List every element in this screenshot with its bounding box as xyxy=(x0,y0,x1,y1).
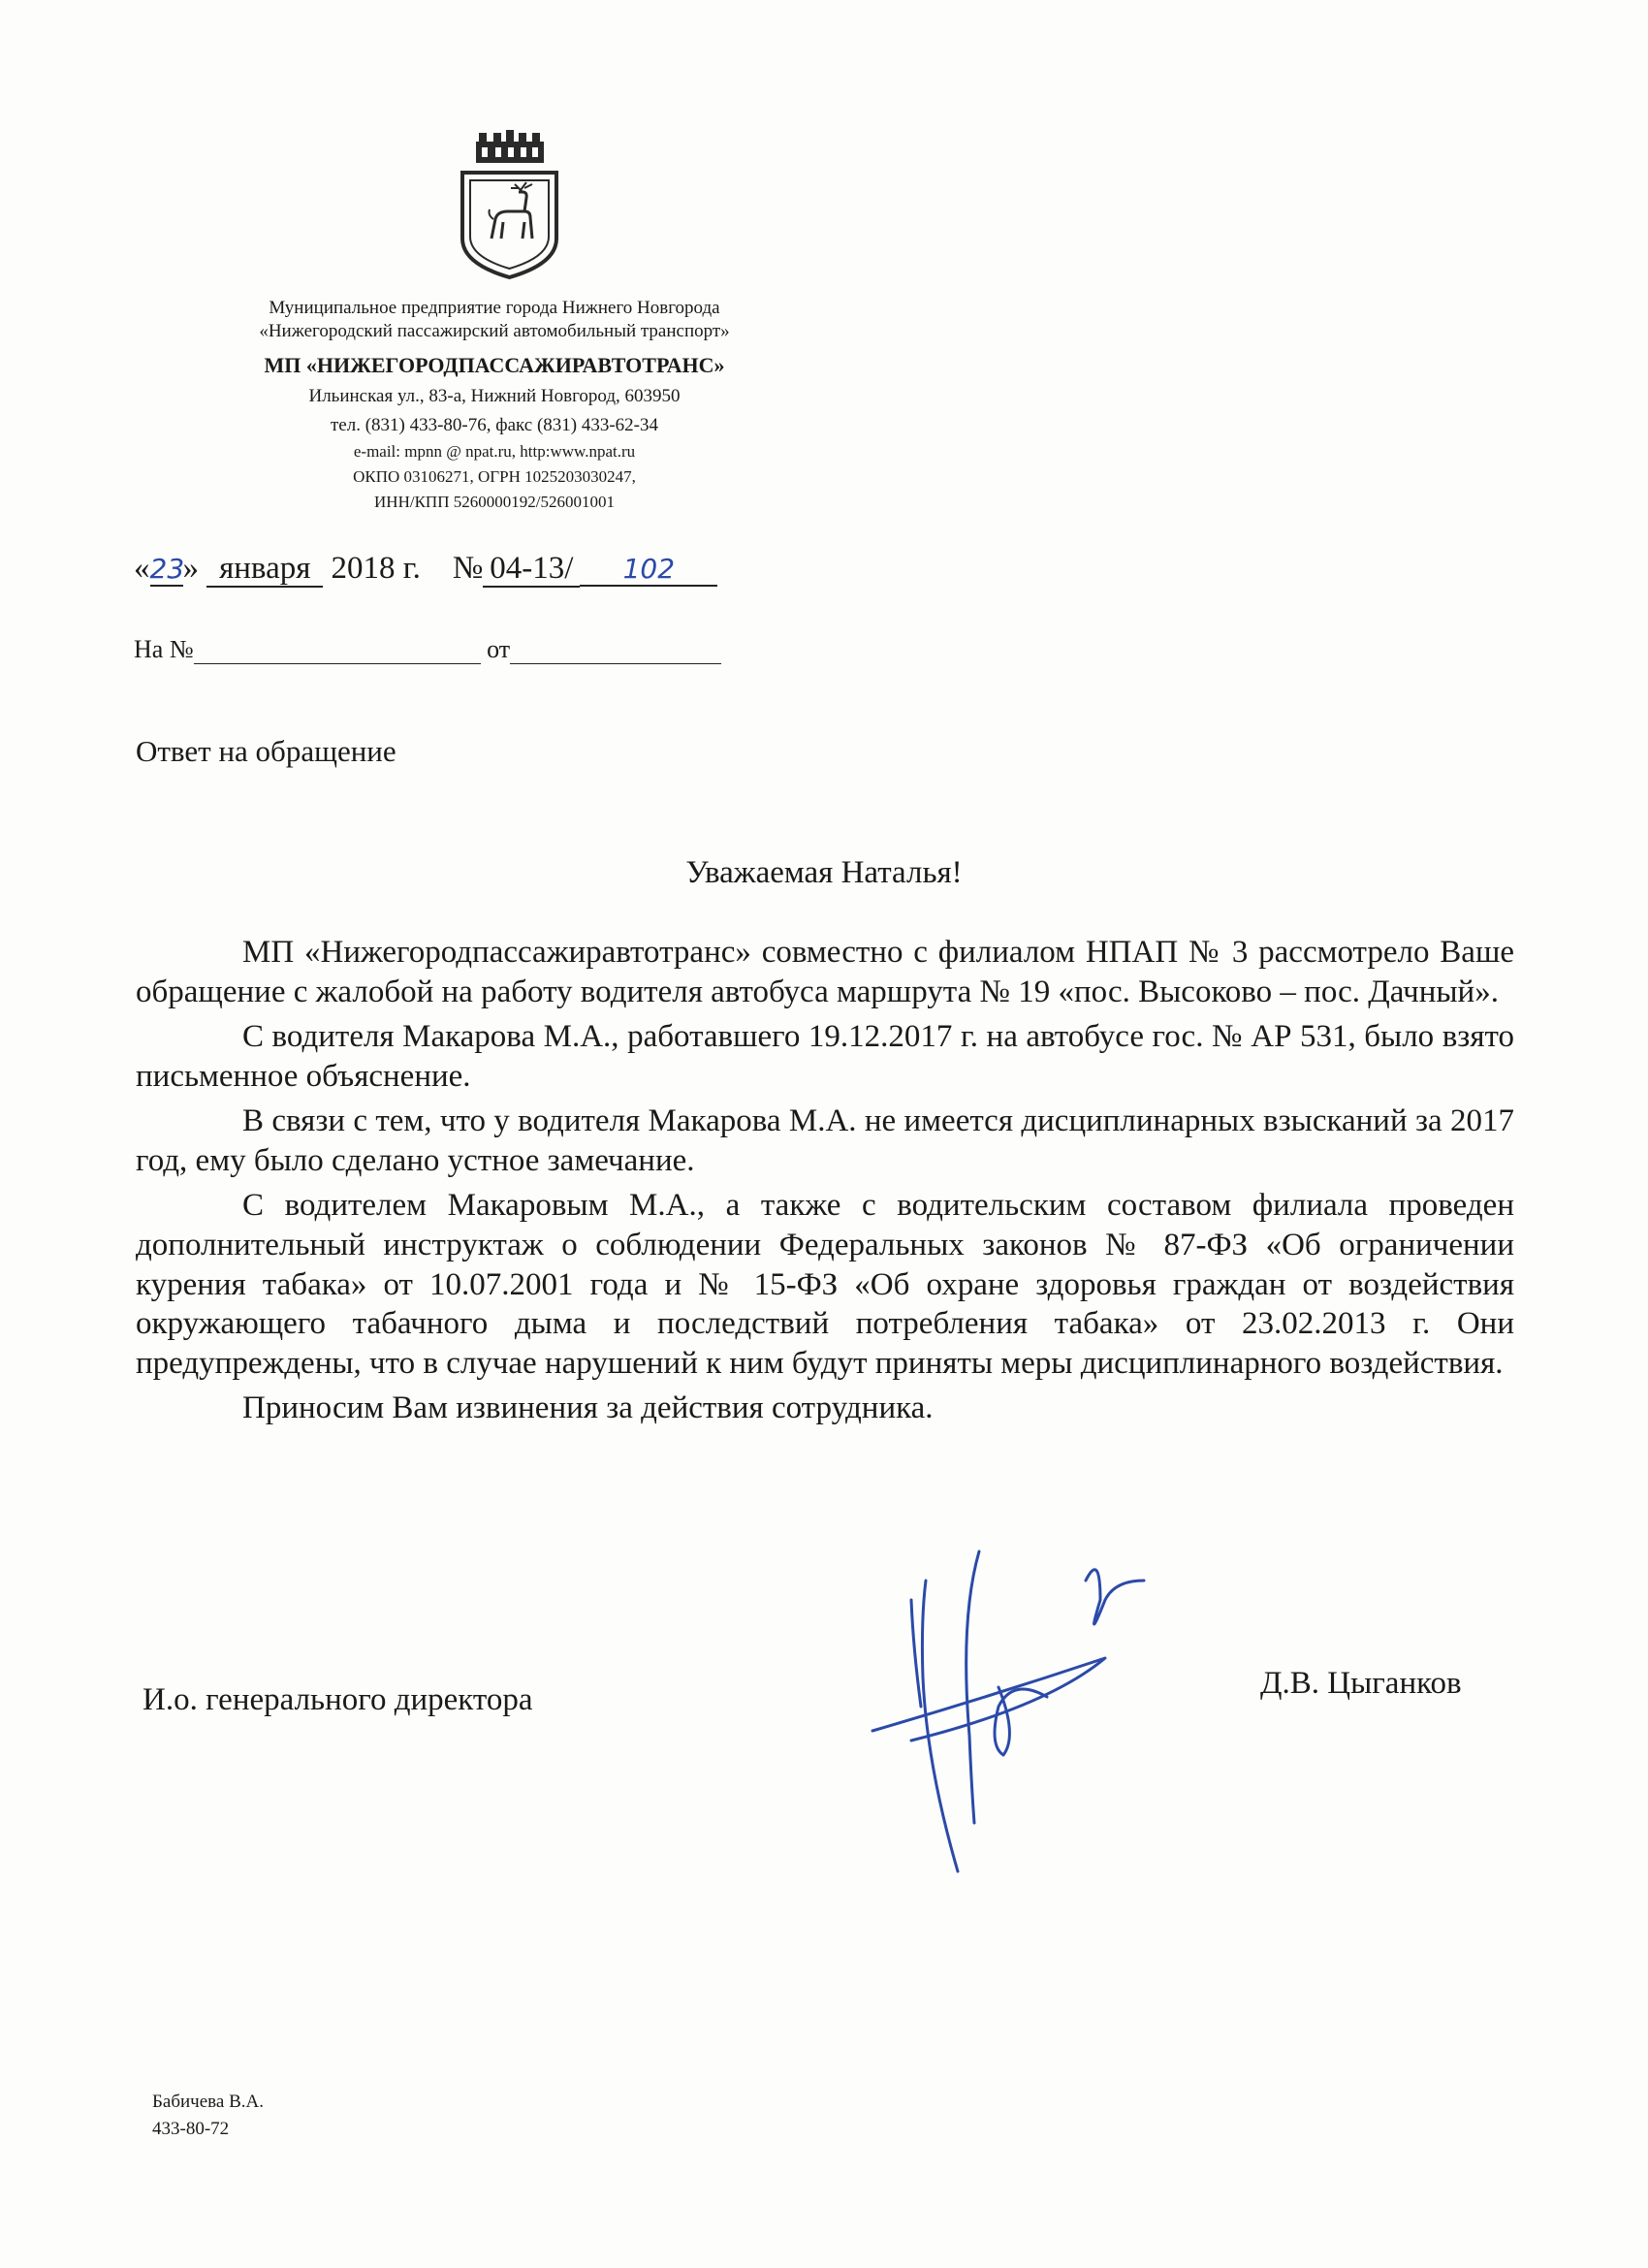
date-day: 23 xyxy=(149,553,185,585)
ref-label: На № xyxy=(134,635,194,663)
signer-title: И.о. генерального директора xyxy=(143,1682,533,1717)
signer-name: Д.В. Цыганков xyxy=(1260,1666,1462,1701)
handwritten-signature xyxy=(853,1542,1163,1881)
coat-of-arms-icon xyxy=(455,130,564,281)
org-okpo: ОКПО 03106271, ОГРН 1025203030247, xyxy=(353,467,636,487)
body-paragraph: В связи с тем, что у водителя Макарова М.А. не имеется дисциплинарных взысканий за 2017 год, ему было сделано устное замечание. xyxy=(136,1103,1514,1178)
body-paragraph: МП «Нижегородпассажиравтотранс» совместно с филиалом НПАП № 3 рассмотрело Ваше обращение с жалобой на работу водителя автобуса маршрута № 19 «пос. Высоково – пос. Дачный». xyxy=(136,935,1514,1009)
org-inn: ИНН/КПП 5260000192/526001001 xyxy=(374,492,615,511)
letterhead xyxy=(174,297,814,513)
number-handwritten: 102 xyxy=(580,555,717,587)
org-full-name-line2: «Нижегородский пассажирский автомобильный транспорт» xyxy=(259,321,730,342)
letter-body xyxy=(136,933,1514,1434)
reference-line xyxy=(134,635,721,664)
org-short-name: МП «НИЖЕГОРОДПАССАЖИРАВТОТРАНС» xyxy=(264,352,725,377)
date-year: 2018 г. xyxy=(331,551,421,586)
org-address: Ильинская ул., 83-а, Нижний Новгород, 603950 xyxy=(308,385,681,406)
executor-phone: 433-80-72 xyxy=(152,2118,230,2139)
body-paragraph: С водителем Макаровым М.А., а также с водительским составом филиала проведен дополнительный инструктаж о соблюдении Федеральных законов № 87-ФЗ «Об ограничении курения табака» от 10.07.2001 года и № 15-ФЗ «Об охране здоровья граждан от воздействия окружающего табачного дыма и последствий потребления табака» от 23.02.2013 г. Они предупреждены, что в случае нарушений к ним будут приняты меры дисциплинарного воздействия. xyxy=(136,1188,1514,1381)
org-phone: тел. (831) 433-80-76, факс (831) 433-62-34 xyxy=(330,415,659,436)
org-email: e-mail: mpnn @ npat.ru, http:www.npat.ru xyxy=(353,442,636,462)
letter-subject: Ответ на обращение xyxy=(136,734,396,768)
quote-open: « xyxy=(134,551,150,586)
executor-info xyxy=(152,2089,264,2142)
date-month: января xyxy=(206,551,323,588)
body-paragraph: С водителя Макарова М.А., работавшего 19.12.2017 г. на автобусе гос. № АР 531, было взято письменное объяснение. xyxy=(136,1019,1514,1094)
registration-line xyxy=(134,551,717,588)
ref-from-label: от xyxy=(487,635,511,663)
ref-date-blank xyxy=(510,642,721,664)
salutation: Уважаемая Наталья! xyxy=(685,855,963,890)
org-full-name-line1: Муниципальное предприятие города Нижнего Новгорода xyxy=(269,298,720,318)
number-prefix: 04-13/ xyxy=(483,551,580,588)
quote-close: » xyxy=(182,551,199,586)
executor-name: Бабичева В.А. xyxy=(152,2092,264,2112)
ref-number-blank xyxy=(194,642,481,664)
number-label: № xyxy=(452,551,484,586)
body-paragraph: Приносим Вам извинения за действия сотрудника. xyxy=(242,1390,934,1426)
